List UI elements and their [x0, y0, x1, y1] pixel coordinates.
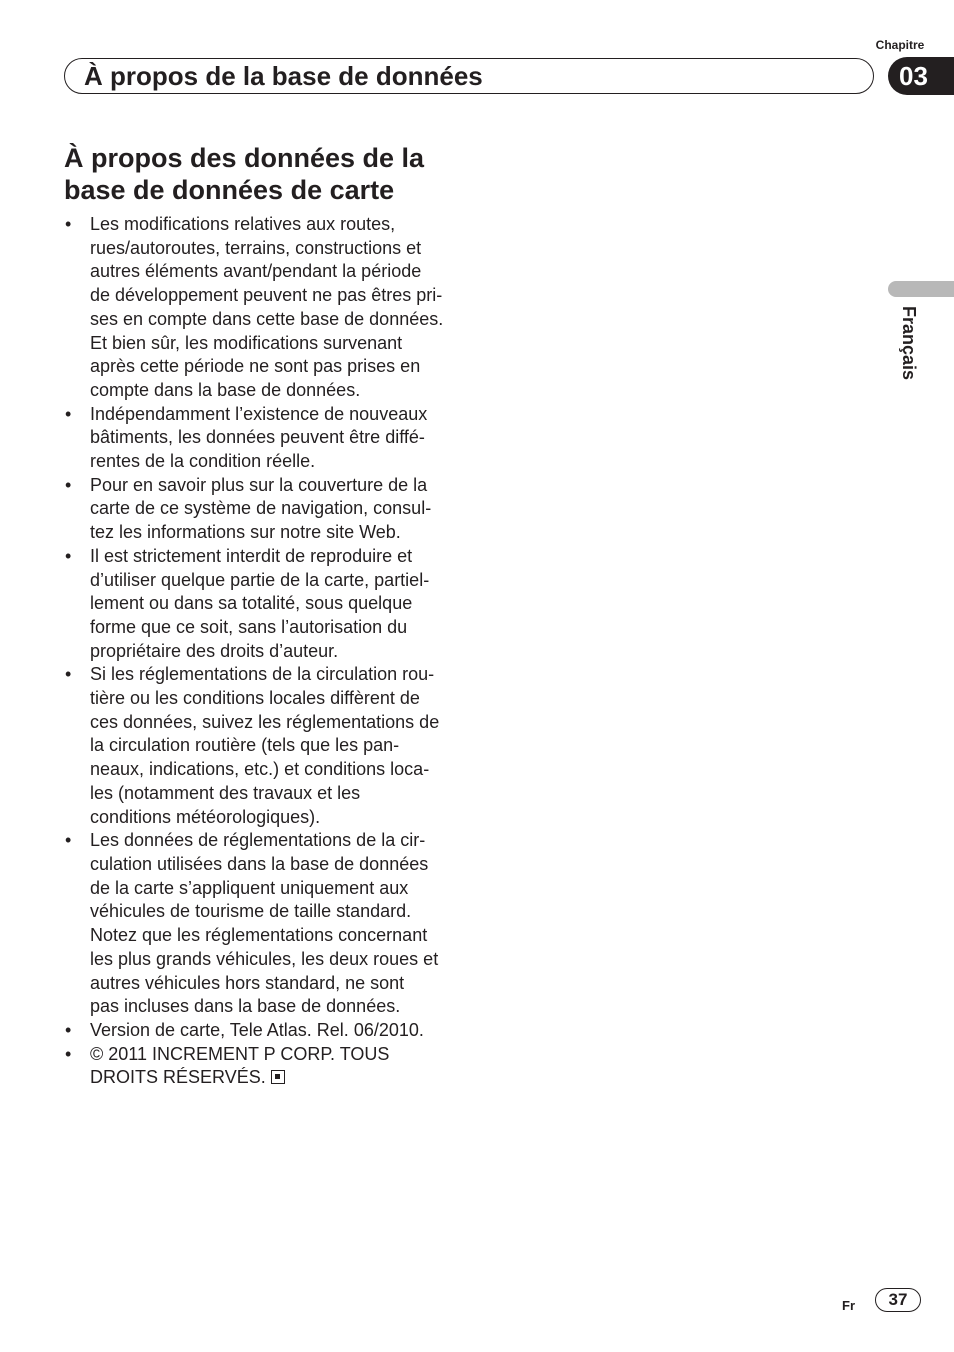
bullet-text-line: ses en compte dans cette base de données.: [90, 308, 444, 329]
bullet-text-line: rentes de la condition réelle.: [90, 451, 316, 472]
bullet-text-line: pas incluses dans la base de données.: [90, 996, 401, 1017]
bullet-text-line: [90, 1066, 464, 1090]
bullet-text-line: carte de ce système de navigation, consul-: [90, 498, 432, 519]
chapter-number-tab: 03: [888, 57, 954, 95]
bullet-dot-icon: •: [65, 403, 72, 424]
bullet-text-line: véhicules de tourisme de taille standard.: [90, 901, 412, 922]
bullet-item: [64, 545, 464, 664]
bullet-item: [64, 663, 464, 829]
bullet-text-line: conditions météorologiques).: [90, 806, 321, 827]
section-title-line: À propos des données de la: [64, 143, 425, 173]
bullet-dot-icon: •: [65, 474, 72, 495]
bullet-text-line: autres éléments avant/pendant la période: [90, 261, 422, 282]
bullet-text-line: Il est strictement interdit de reproduire et: [90, 545, 413, 566]
bullet-text-line: les (notamment des travaux et les: [90, 782, 361, 803]
bullet-text-line: de la carte s’appliquent uniquement aux: [90, 877, 409, 898]
bullet-text-line: lement ou dans sa totalité, sous quelque: [90, 593, 413, 614]
bullet-text-line: Pour en savoir plus sur la couverture de la: [90, 474, 428, 495]
bullet-text-line: la circulation routière (tels que les pan-: [90, 735, 400, 756]
footer-language-code: Fr: [842, 1298, 855, 1313]
bullet-text-line: Les données de réglementations de la cir-: [90, 830, 426, 851]
bullet-text-line: forme que ce soit, sans l’autorisation du: [90, 616, 408, 637]
bullet-text-line: compte dans la base de données.: [90, 379, 361, 400]
bullet-text-line: Indépendamment l’existence de nouveaux: [90, 403, 428, 424]
bullet-text-line: les plus grands véhicules, les deux roues et: [90, 948, 439, 969]
bullet-dot-icon: •: [65, 214, 72, 234]
bullet-dot-icon: •: [65, 664, 72, 685]
bullet-text-line: tez les informations sur notre site Web.: [90, 522, 401, 543]
bullet-text-line: d’utiliser quelque partie de la carte, partiel-: [90, 569, 430, 590]
end-of-section-icon: [271, 1070, 285, 1084]
bullet-item: [64, 1043, 464, 1090]
bullet-text-line: de développement peuvent ne pas êtres pri-: [90, 285, 443, 306]
bullet-dot-icon: •: [65, 1019, 72, 1040]
chapter-label: Chapitre: [875, 38, 925, 52]
bullet-text-line: Version de carte, Tele Atlas. Rel. 06/2010.: [90, 1019, 424, 1040]
bullet-text-line: Les modifications relatives aux routes,: [90, 214, 396, 234]
bullet-text-line: ces données, suivez les réglementations de: [90, 711, 440, 732]
bullet-text-line: Si les réglementations de la circulation rou-: [90, 664, 435, 685]
section-title-line: base de données de carte: [64, 175, 395, 205]
bullet-item: [64, 829, 464, 1019]
section-title: [64, 142, 484, 206]
page-number: 37: [875, 1288, 921, 1312]
bullet-list: [64, 213, 464, 1090]
chapter-title: À propos de la base de données: [84, 61, 483, 91]
bullet-dot-icon: •: [65, 1043, 72, 1064]
bullet-item: [64, 213, 464, 403]
bullet-text: DROITS RÉSERVÉS.: [90, 1067, 266, 1088]
bullet-text-line: culation utilisées dans la base de données: [90, 853, 429, 874]
language-label: Français: [899, 306, 919, 381]
bullet-dot-icon: •: [65, 545, 72, 566]
bullet-text-line: bâtiments, les données peuvent être diffé-: [90, 427, 425, 448]
bullet-text-line: rues/autoroutes, terrains, constructions et: [90, 237, 422, 258]
bullet-text-line: tière ou les conditions locales diffèrent de: [90, 688, 420, 709]
bullet-text-line: Et bien sûr, les modifications survenant: [90, 332, 403, 353]
bullet-item: [64, 403, 464, 474]
bullet-text-line: autres véhicules hors standard, ne sont: [90, 972, 405, 993]
bullet-text-line: après cette période ne sont pas prises en: [90, 356, 421, 377]
bullet-text-line: Notez que les réglementations concernant: [90, 925, 428, 946]
bullet-item: [64, 1019, 464, 1043]
bullet-text-line: propriétaire des droits d’auteur.: [90, 640, 339, 661]
bullet-item: [64, 474, 464, 545]
bullet-dot-icon: •: [65, 830, 72, 851]
bullet-text-line: neaux, indications, etc.) et conditions loca-: [90, 759, 430, 780]
language-tab-marker: [888, 281, 954, 297]
bullet-text-line: © 2011 INCREMENT P CORP. TOUS: [90, 1043, 390, 1064]
